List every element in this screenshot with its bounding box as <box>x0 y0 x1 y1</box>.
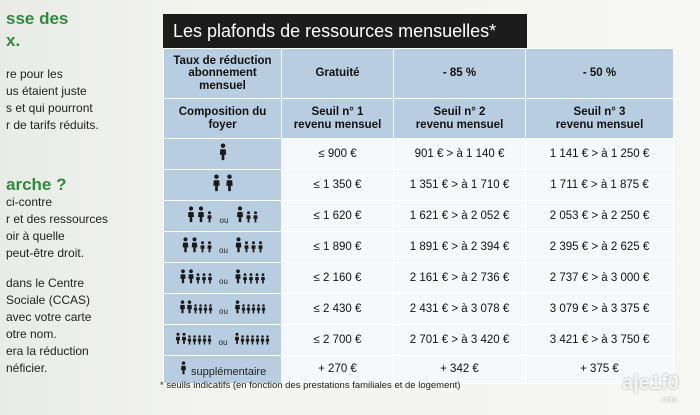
reduction-85: - 85 % <box>394 49 526 99</box>
threshold-3-value: 2 737 € > à 3 000 € <box>526 263 674 294</box>
reduction-free: Gratuité <box>282 49 394 99</box>
threshold-2-value: + 342 € <box>394 356 526 384</box>
left-text-line: era la réduction <box>6 344 89 358</box>
threshold-3-value: 1 141 € > à 1 250 € <box>526 139 674 170</box>
watermark-logo: a|e1f0 <box>622 372 679 394</box>
table-row <box>164 170 674 201</box>
threshold-2-value: 1 351 € > à 1 710 € <box>394 170 526 201</box>
or-label: ou <box>219 215 229 225</box>
table-row <box>164 263 674 294</box>
income-threshold-table <box>163 48 674 384</box>
threshold-1-value: ≤ 2 700 € <box>282 325 394 356</box>
left-heading-2: x. <box>6 31 21 50</box>
watermark-domain: .com <box>660 395 678 404</box>
household-7-people-icon <box>164 325 282 356</box>
left-heading-3: arche ? <box>6 175 67 194</box>
household-1-person-icon <box>164 139 282 170</box>
left-text-line: ci-contre <box>6 195 53 209</box>
threshold-1-header: Seuil n° 1 revenu mensuel <box>282 99 394 139</box>
threshold-header-row <box>164 99 674 139</box>
threshold-3-value: 3 079 € > à 3 375 € <box>526 294 674 325</box>
reduction-50: - 50 % <box>526 49 674 99</box>
reduction-label: Taux de réduction abonnement mensuel <box>164 49 282 99</box>
threshold-3-value: 1 711 € > à 1 875 € <box>526 170 674 201</box>
table-row <box>164 201 674 232</box>
left-text-line: néficier. <box>6 361 48 375</box>
threshold-1-value: ≤ 2 160 € <box>282 263 394 294</box>
household-5-people-icon <box>164 263 282 294</box>
threshold-2-value: 2 161 € > à 2 736 € <box>394 263 526 294</box>
threshold-1-value: ≤ 900 € <box>282 139 394 170</box>
table-row <box>164 325 674 356</box>
threshold-3-value: 2 395 € > à 2 625 € <box>526 232 674 263</box>
threshold-2-value: 2 701 € > à 3 420 € <box>394 325 526 356</box>
household-6-people-icon <box>164 294 282 325</box>
or-label: ou <box>219 246 228 256</box>
threshold-2-value: 1 891 € > à 2 394 € <box>394 232 526 263</box>
left-text-line: peut-être droit. <box>6 246 85 260</box>
left-text-line: Sociale (CCAS) <box>6 293 91 307</box>
left-text-line: r et des ressources <box>6 212 109 226</box>
table-title: Les plafonds de ressources mensuelles* <box>163 14 527 48</box>
left-text-line: avec votre carte <box>6 310 92 324</box>
left-text-line: otre nom. <box>6 327 57 341</box>
household-composition-label: Composition du foyer <box>164 99 282 139</box>
or-label: ou <box>219 276 228 286</box>
left-text-line: re pour les <box>6 67 63 81</box>
threshold-2-value: 901 € > à 1 140 € <box>394 139 526 170</box>
threshold-1-value: ≤ 1 620 € <box>282 201 394 232</box>
household-2-people-icon <box>164 170 282 201</box>
left-text-line: r de tarifs réduits. <box>6 118 99 132</box>
threshold-1-value: ≤ 1 350 € <box>282 170 394 201</box>
threshold-2-value: 2 431 € > à 3 078 € <box>394 294 526 325</box>
threshold-3-header: Seuil n° 3 revenu mensuel <box>526 99 674 139</box>
threshold-2-header: Seuil n° 2 revenu mensuel <box>394 99 526 139</box>
threshold-3-value: + 375 € <box>526 356 674 384</box>
threshold-1-value: + 270 € <box>282 356 394 384</box>
threshold-2-value: 1 621 € > à 2 052 € <box>394 201 526 232</box>
left-text-line: oir à quelle <box>6 229 65 243</box>
threshold-1-value: ≤ 2 430 € <box>282 294 394 325</box>
left-text-column <box>0 0 150 415</box>
person-icon <box>179 361 188 375</box>
household-4-people-icon <box>164 232 282 263</box>
table-row <box>164 232 674 263</box>
footnote: * seuils indicatifs (en fonction des prestations familiales et de logement) <box>160 380 461 391</box>
additional-person-label: supplémentaire <box>164 356 282 384</box>
threshold-3-value: 2 053 € > à 2 250 € <box>526 201 674 232</box>
threshold-1-value: ≤ 1 890 € <box>282 232 394 263</box>
left-heading-1: sse des <box>6 9 69 28</box>
reduction-header-row <box>164 49 674 99</box>
table-row <box>164 139 674 170</box>
threshold-3-value: 3 421 € > à 3 750 € <box>526 325 674 356</box>
or-label: ou <box>219 307 228 317</box>
left-text-line: us étaient juste <box>6 84 87 98</box>
left-text-line: dans le Centre <box>6 276 85 290</box>
household-3-people-icon <box>164 201 282 232</box>
left-text-line: s et qui pourront <box>6 101 93 115</box>
or-label: ou <box>218 337 228 347</box>
table-row <box>164 294 674 325</box>
